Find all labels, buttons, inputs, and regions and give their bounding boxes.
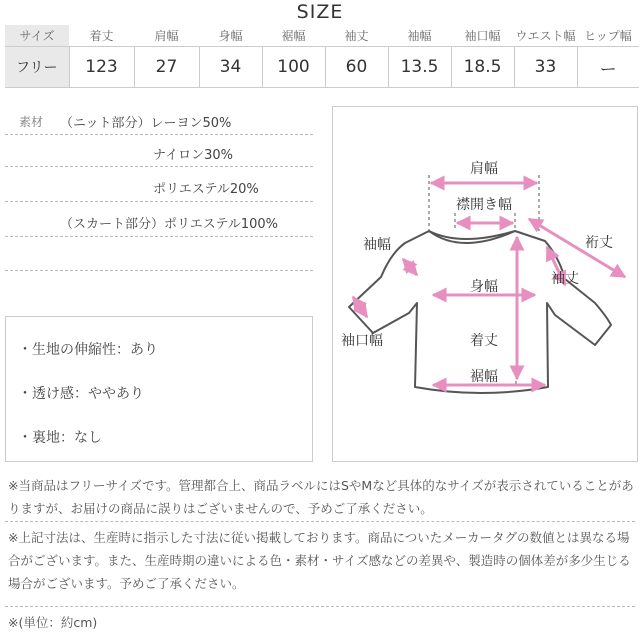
material-label: 素材 <box>19 115 44 129</box>
value-cell: 34 <box>199 47 262 88</box>
header-cell: 袖幅 <box>388 25 451 47</box>
label-cuff: 袖口幅 <box>341 333 383 349</box>
property-stretch: ・生地の伸縮性：あり <box>18 342 158 358</box>
label-yuki: 裄丈 <box>585 235 613 251</box>
header-cell: 着丈 <box>69 25 134 47</box>
material-row <box>5 240 313 271</box>
property-lining: ・裏地：なし <box>18 430 102 446</box>
material-line: （スカート部分）ポリエステル100% <box>60 217 278 232</box>
label-body-width: 身幅 <box>470 279 498 295</box>
size-label-cell: フリー <box>5 47 69 88</box>
material-row <box>5 170 313 202</box>
header-cell: 袖丈 <box>325 25 388 47</box>
material-row <box>5 138 313 167</box>
size-title: SIZE <box>296 1 344 23</box>
header-cell: 肩幅 <box>134 25 199 47</box>
label-sleeve-width: 袖幅 <box>363 237 391 253</box>
note-unit: ※(単位：約cm) <box>8 615 98 630</box>
material-line: ナイロン30% <box>153 148 233 163</box>
material-line: ポリエステル20% <box>153 182 259 197</box>
value-cell: 123 <box>69 47 134 88</box>
header-cell: ヒップ幅 <box>577 25 639 47</box>
header-cell: サイズ <box>5 25 69 47</box>
value-cell: 18.5 <box>451 47 514 88</box>
note-free-size: ※当商品はフリーサイズです。管理都合上、商品ラベルにはSやMなど具体的なサイズが表示されていることがありますが、お届けの商品に誤りはございませんので、予めご了承ください。 <box>8 478 634 516</box>
header-cell: ウエスト幅 <box>514 25 577 47</box>
size-table-row <box>5 47 639 88</box>
header-cell: 身幅 <box>199 25 262 47</box>
size-table-header <box>5 25 639 47</box>
sleeve-width-arrow <box>403 259 417 275</box>
header-cell: 裾幅 <box>262 25 325 47</box>
material-row <box>5 205 313 237</box>
divider <box>5 606 635 607</box>
material-row <box>5 110 313 135</box>
label-neck: 襟開き幅 <box>456 197 512 213</box>
value-cell: 100 <box>262 47 325 88</box>
header-cell: 袖口幅 <box>451 25 514 47</box>
label-sleeve-length: 袖丈 <box>551 271 579 287</box>
material-line: （ニット部分）レーヨン50% <box>60 116 232 131</box>
property-sheerness: ・透け感：ややあり <box>18 386 144 402</box>
label-length: 着丈 <box>470 333 498 349</box>
divider <box>5 521 635 522</box>
fabric-properties-box <box>5 316 313 462</box>
label-shoulder: 肩幅 <box>470 161 498 177</box>
measurement-diagram <box>332 106 638 462</box>
value-cell: 33 <box>514 47 577 88</box>
note-measurement: ※上記寸法は、生産時に指示した寸法に従い掲載しております。商品についたメーカータグの数値とは異なる場合がございます。また、生産時期の違いによる色・素材・サイズ感などの差異や、製造時の個体差が多少生じる場合がございます。予めご了承ください。 <box>8 530 631 591</box>
value-cell: ー <box>577 47 639 88</box>
value-cell: 27 <box>134 47 199 88</box>
value-cell: 60 <box>325 47 388 88</box>
garment-illustration <box>333 107 637 461</box>
label-hem: 裾幅 <box>470 369 498 385</box>
size-table <box>5 25 639 88</box>
value-cell: 13.5 <box>388 47 451 88</box>
